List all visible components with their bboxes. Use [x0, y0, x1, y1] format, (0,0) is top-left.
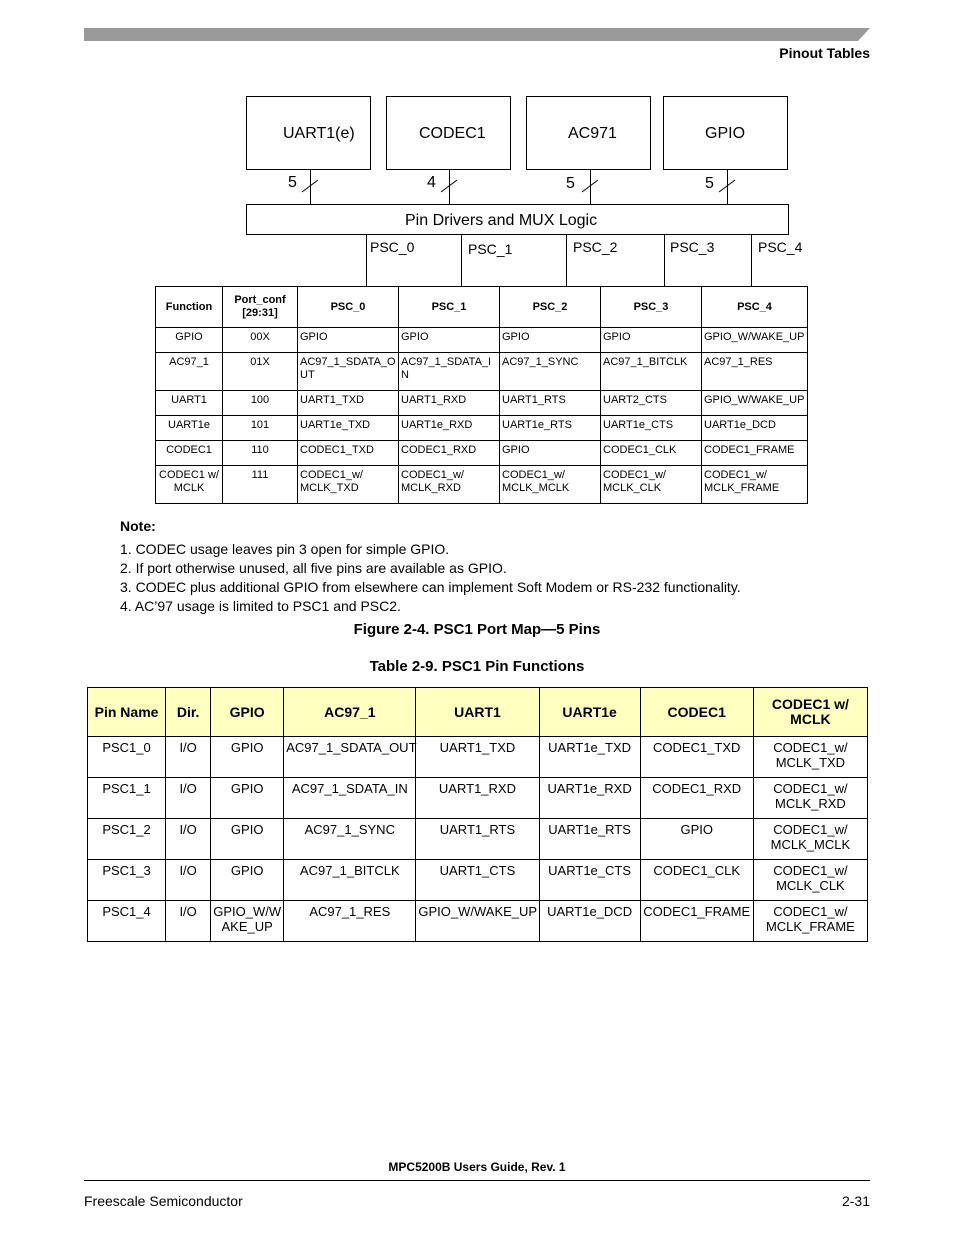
table-cell: CODEC1_w/ MCLK_CLK: [601, 466, 702, 504]
table-cell: AC97_1_RES: [702, 353, 808, 391]
table-cell: 00X: [223, 328, 298, 353]
port-label: PSC_2: [573, 239, 618, 255]
table-cell: 100: [223, 391, 298, 416]
table-cell: 110: [223, 441, 298, 466]
column-header: Port_conf [29:31]: [223, 287, 298, 328]
table-cell: CODEC1_TXD: [298, 441, 399, 466]
psc1-port-map-diagram: [0, 0, 954, 300]
table-row: [156, 416, 808, 441]
table-cell: PSC1_2: [88, 819, 166, 860]
table-cell: CODEC1_w/ MCLK_CLK: [753, 860, 867, 901]
table-cell: 01X: [223, 353, 298, 391]
table-cell: GPIO: [640, 819, 753, 860]
table-cell: AC97_1_BITCLK: [284, 860, 416, 901]
table-cell: UART1e_CTS: [601, 416, 702, 441]
table-cell: UART1e_CTS: [539, 860, 640, 901]
table-cell: AC97_1_RES: [284, 901, 416, 942]
figure-caption: Figure 2-4. PSC1 Port Map—5 Pins: [353, 621, 601, 638]
table-cell: UART1e: [156, 416, 223, 441]
table-row: [156, 441, 808, 466]
table-cell: GPIO: [156, 328, 223, 353]
table-cell: UART1_TXD: [416, 737, 539, 778]
table-cell: AC97_1_SDATA_OUT: [284, 737, 416, 778]
table-row: [88, 901, 868, 942]
table-cell: PSC1_4: [88, 901, 166, 942]
table-cell: CODEC1_w/ MCLK_FRAME: [753, 901, 867, 942]
table-cell: AC97_1_BITCLK: [601, 353, 702, 391]
table-cell: I/O: [166, 737, 211, 778]
table-cell: CODEC1_FRAME: [702, 441, 808, 466]
table-cell: CODEC1_RXD: [399, 441, 500, 466]
block-label: GPIO: [705, 125, 746, 142]
table-cell: UART1e_TXD: [539, 737, 640, 778]
column-header: PSC_4: [702, 287, 808, 328]
column-header: GPIO: [211, 688, 284, 737]
table-cell: GPIO_W/WAKE_UP: [211, 901, 284, 942]
table-cell: GPIO_W/WAKE_UP: [416, 901, 539, 942]
column-header: PSC_2: [500, 287, 601, 328]
table-cell: UART1_RTS: [500, 391, 601, 416]
table-cell: UART1e_RXD: [539, 778, 640, 819]
mux-label: Pin Drivers and MUX Logic: [405, 212, 598, 229]
footer-divider: [84, 1180, 870, 1181]
column-header: PSC_3: [601, 287, 702, 328]
notes: [120, 518, 880, 616]
column-header: UART1: [416, 688, 539, 737]
column-header: Pin Name: [88, 688, 166, 737]
table-row: [88, 778, 868, 819]
note-item: 4. AC’97 usage is limited to PSC1 and PSC2.: [120, 598, 401, 614]
bus-width-label: 5: [566, 175, 575, 192]
table-cell: AC97_1_SYNC: [500, 353, 601, 391]
table-cell: AC97_1_SYNC: [284, 819, 416, 860]
bus-width-label: 5: [705, 175, 714, 192]
column-header: UART1e: [539, 688, 640, 737]
table-row: [156, 466, 808, 504]
table-cell: I/O: [166, 778, 211, 819]
table-cell: PSC1_1: [88, 778, 166, 819]
port-map-table: [155, 286, 808, 504]
table-row: [156, 353, 808, 391]
note-item: 3. CODEC plus additional GPIO from elsewhere can implement Soft Modem or RS-232 functionality.: [120, 579, 741, 595]
table-cell: CODEC1: [156, 441, 223, 466]
table-cell: CODEC1_w/ MCLK_RXD: [399, 466, 500, 504]
table-cell: AC97_1: [156, 353, 223, 391]
table-cell: CODEC1_w/ MCLK_FRAME: [702, 466, 808, 504]
table-cell: UART1_RXD: [399, 391, 500, 416]
table-cell: I/O: [166, 901, 211, 942]
port-label: PSC_1: [468, 241, 513, 257]
table-cell: UART2_CTS: [601, 391, 702, 416]
table-cell: AC97_1_SDATA_OUT: [298, 353, 399, 391]
column-header: AC97_1: [284, 688, 416, 737]
table-row: [156, 391, 808, 416]
block-label: UART1(e): [283, 125, 355, 142]
table-row: [156, 328, 808, 353]
table-cell: GPIO: [601, 328, 702, 353]
table-cell: UART1: [156, 391, 223, 416]
table-cell: GPIO_W/WAKE_UP: [702, 328, 808, 353]
table-cell: UART1_RXD: [416, 778, 539, 819]
table-cell: PSC1_3: [88, 860, 166, 901]
footer-doc-title: MPC5200B Users Guide, Rev. 1: [388, 1160, 566, 1174]
table-cell: GPIO: [500, 328, 601, 353]
block-label: CODEC1: [419, 125, 486, 142]
bus-width-label: 4: [427, 174, 436, 191]
table-cell: CODEC1 w/ MCLK: [156, 466, 223, 504]
block-label: AC971: [568, 125, 617, 142]
notes-title: Note:: [120, 518, 156, 534]
table-cell: AC97_1_SDATA_IN: [284, 778, 416, 819]
table-cell: GPIO: [298, 328, 399, 353]
table-cell: PSC1_0: [88, 737, 166, 778]
table-cell: UART1e_TXD: [298, 416, 399, 441]
table-cell: CODEC1_CLK: [601, 441, 702, 466]
column-header: Function: [156, 287, 223, 328]
column-header: CODEC1 w/ MCLK: [753, 688, 867, 737]
table-cell: UART1e_DCD: [539, 901, 640, 942]
table-header-row: [88, 688, 868, 737]
table-cell: GPIO: [211, 778, 284, 819]
table-cell: GPIO: [500, 441, 601, 466]
table-cell: I/O: [166, 819, 211, 860]
table-cell: UART1e_RTS: [539, 819, 640, 860]
table-cell: AC97_1_SDATA_IN: [399, 353, 500, 391]
table-cell: CODEC1_TXD: [640, 737, 753, 778]
footer-company: Freescale Semiconductor: [84, 1193, 243, 1209]
column-header: CODEC1: [640, 688, 753, 737]
table-cell: I/O: [166, 860, 211, 901]
port-label: PSC_0: [370, 239, 415, 255]
table-cell: CODEC1_CLK: [640, 860, 753, 901]
table-cell: GPIO: [211, 737, 284, 778]
table-caption: Table 2-9. PSC1 Pin Functions: [369, 658, 585, 675]
column-header: Dir.: [166, 688, 211, 737]
table-cell: UART1_CTS: [416, 860, 539, 901]
port-label: PSC_4: [758, 239, 803, 255]
table-cell: UART1_TXD: [298, 391, 399, 416]
note-item: 1. CODEC usage leaves pin 3 open for simple GPIO.: [120, 541, 450, 557]
table-cell: 111: [223, 466, 298, 504]
table-cell: CODEC1_w/ MCLK_TXD: [753, 737, 867, 778]
table-cell: CODEC1_w/ MCLK_MCLK: [500, 466, 601, 504]
page-number: 2-31: [841, 1193, 870, 1209]
column-header: PSC_1: [399, 287, 500, 328]
table-cell: CODEC1_w/ MCLK_TXD: [298, 466, 399, 504]
table-cell: GPIO: [211, 860, 284, 901]
table-row: [88, 860, 868, 901]
port-label: PSC_3: [670, 239, 715, 255]
table-cell: CODEC1_w/ MCLK_MCLK: [753, 819, 867, 860]
table-cell: 101: [223, 416, 298, 441]
table-cell: UART1e_DCD: [702, 416, 808, 441]
table-cell: UART1_RTS: [416, 819, 539, 860]
table-cell: GPIO: [211, 819, 284, 860]
table-cell: UART1e_RXD: [399, 416, 500, 441]
table-cell: UART1e_RTS: [500, 416, 601, 441]
table-cell: GPIO_W/WAKE_UP: [702, 391, 808, 416]
table-cell: CODEC1_RXD: [640, 778, 753, 819]
pin-functions-table: [87, 687, 868, 942]
table-cell: CODEC1_FRAME: [640, 901, 753, 942]
bus-width-label: 5: [288, 174, 297, 191]
column-header: PSC_0: [298, 287, 399, 328]
table-header-row: [156, 287, 808, 328]
table-row: [88, 737, 868, 778]
section-title: Pinout Tables: [779, 45, 870, 61]
note-item: 2. If port otherwise unused, all five pins are available as GPIO.: [120, 560, 507, 576]
table-cell: CODEC1_w/ MCLK_RXD: [753, 778, 867, 819]
table-row: [88, 819, 868, 860]
table-cell: GPIO: [399, 328, 500, 353]
